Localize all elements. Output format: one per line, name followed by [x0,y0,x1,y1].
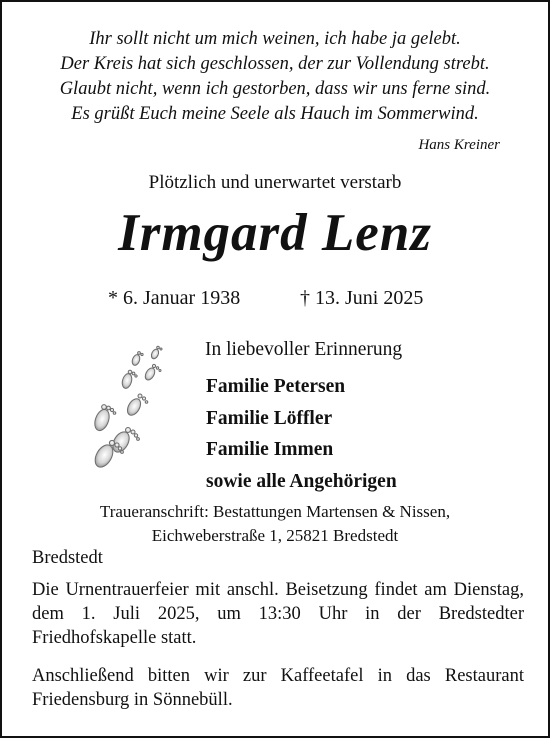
poem-line: Es grüßt Euch meine Seele als Hauch im Sommerwind. [71,104,479,124]
address-line: Eichweberstraße 1, 25821 Bredstedt [151,526,399,545]
invitation-text: Anschließend bitten wir zur Kaffeetafel in das Restaurant Friedensburg in Sönnebüll. [32,666,524,710]
footprints-icon [78,344,168,474]
place-name: Bredstedt [32,548,103,568]
family-item: Familie Immen [206,439,334,460]
family-item: sowie alle Angehörigen [206,470,397,492]
deceased-name: Irmgard Lenz [118,204,432,262]
family-list [206,371,397,497]
poem-author: Hans Kreiner [418,137,500,153]
poem-line: Der Kreis hat sich geschlossen, der zur Vollendung strebt. [60,54,490,74]
poem-line: Glaubt nicht, wenn ich gestorben, dass wir uns ferne sind. [59,79,491,99]
poem-line: Ihr sollt nicht um mich weinen, ich habe ja gelebt. [89,29,461,49]
memory-heading: In liebevoller Erinnerung [205,339,403,360]
family-item: Familie Petersen [206,376,346,397]
poem [0,27,550,127]
death-date: † 13. Juni 2025 [300,287,424,309]
birth-date: * 6. Januar 1938 [108,287,241,309]
ceremony-text: Die Urnentrauerfeier mit anschl. Beisetzung findet am Dienstag, dem 1. Juli 2025, um 13:30 Uhr in der Bredstedter Friedhofskapelle statt. [32,580,524,648]
mourning-address [0,500,550,548]
family-item: Familie Löffler [206,407,333,429]
announcement-intro: Plötzlich und unerwartet verstarb [148,172,402,193]
address-line: Traueranschrift: Bestattungen Martensen & Nissen, [99,502,451,521]
